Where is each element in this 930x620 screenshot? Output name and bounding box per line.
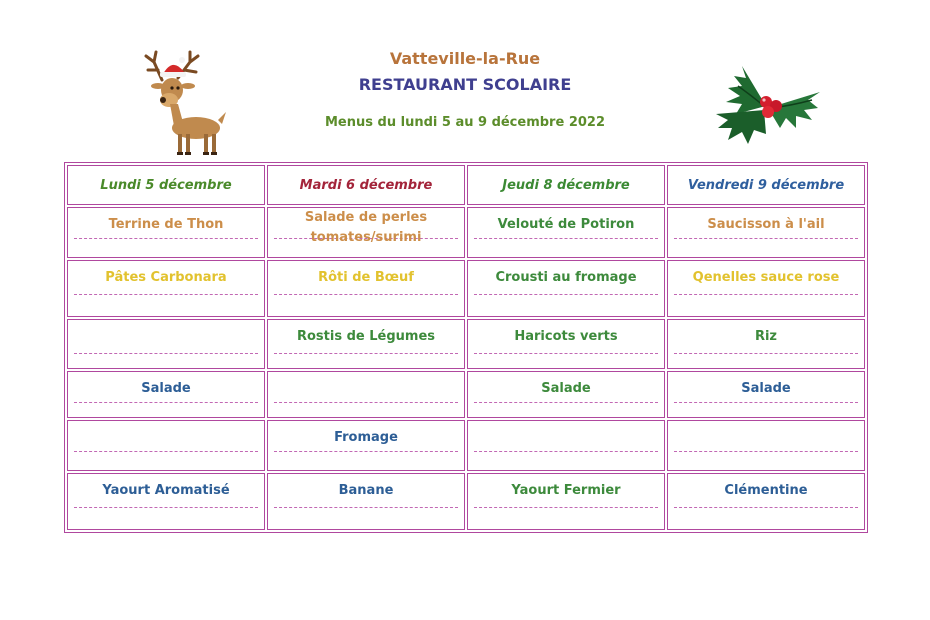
restaurant-title: RESTAURANT SCOLAIRE (358, 75, 572, 94)
plat-friday: Qenelles sauce rose (667, 260, 865, 317)
fromage-monday (67, 420, 265, 471)
menu-table (64, 162, 868, 533)
plat-row (67, 260, 865, 317)
day-header-friday: Vendredi 9 décembre (667, 165, 865, 205)
salade-row (67, 371, 865, 418)
entree-thursday: Velouté de Potiron (467, 207, 665, 258)
fromage-friday (667, 420, 865, 471)
accompagnement-tuesday: Rostis de Légumes (267, 319, 465, 369)
entree-tuesday: Salade de perles tomates/surimi (267, 207, 465, 258)
entree-row (67, 207, 865, 258)
entree-monday: Terrine de Thon (67, 207, 265, 258)
dessert-friday: Clémentine (667, 473, 865, 530)
accompagnement-row (67, 319, 865, 369)
day-header-thursday: Jeudi 8 décembre (467, 165, 665, 205)
dessert-thursday: Yaourt Fermier (467, 473, 665, 530)
salade-friday: Salade (667, 371, 865, 418)
plat-tuesday: Rôti de Bœuf (267, 260, 465, 317)
salade-monday: Salade (67, 371, 265, 418)
day-header-tuesday: Mardi 6 décembre (267, 165, 465, 205)
dessert-row (67, 473, 865, 530)
fromage-thursday (467, 420, 665, 471)
header-row (67, 165, 865, 205)
accompagnement-thursday: Haricots verts (467, 319, 665, 369)
salade-tuesday (267, 371, 465, 418)
dessert-monday: Yaourt Aromatisé (67, 473, 265, 530)
plat-monday: Pâtes Carbonara (67, 260, 265, 317)
entree-friday: Saucisson à l'ail (667, 207, 865, 258)
day-header-monday: Lundi 5 décembre (67, 165, 265, 205)
accompagnement-monday (67, 319, 265, 369)
week-subtitle: Menus du lundi 5 au 9 décembre 2022 (325, 115, 605, 130)
accompagnement-friday: Riz (667, 319, 865, 369)
dessert-tuesday: Banane (267, 473, 465, 530)
fromage-tuesday: Fromage (267, 420, 465, 471)
plat-thursday: Crousti au fromage (467, 260, 665, 317)
salade-thursday: Salade (467, 371, 665, 418)
fromage-row (67, 420, 865, 471)
town-name: Vatteville-la-Rue (389, 49, 541, 68)
